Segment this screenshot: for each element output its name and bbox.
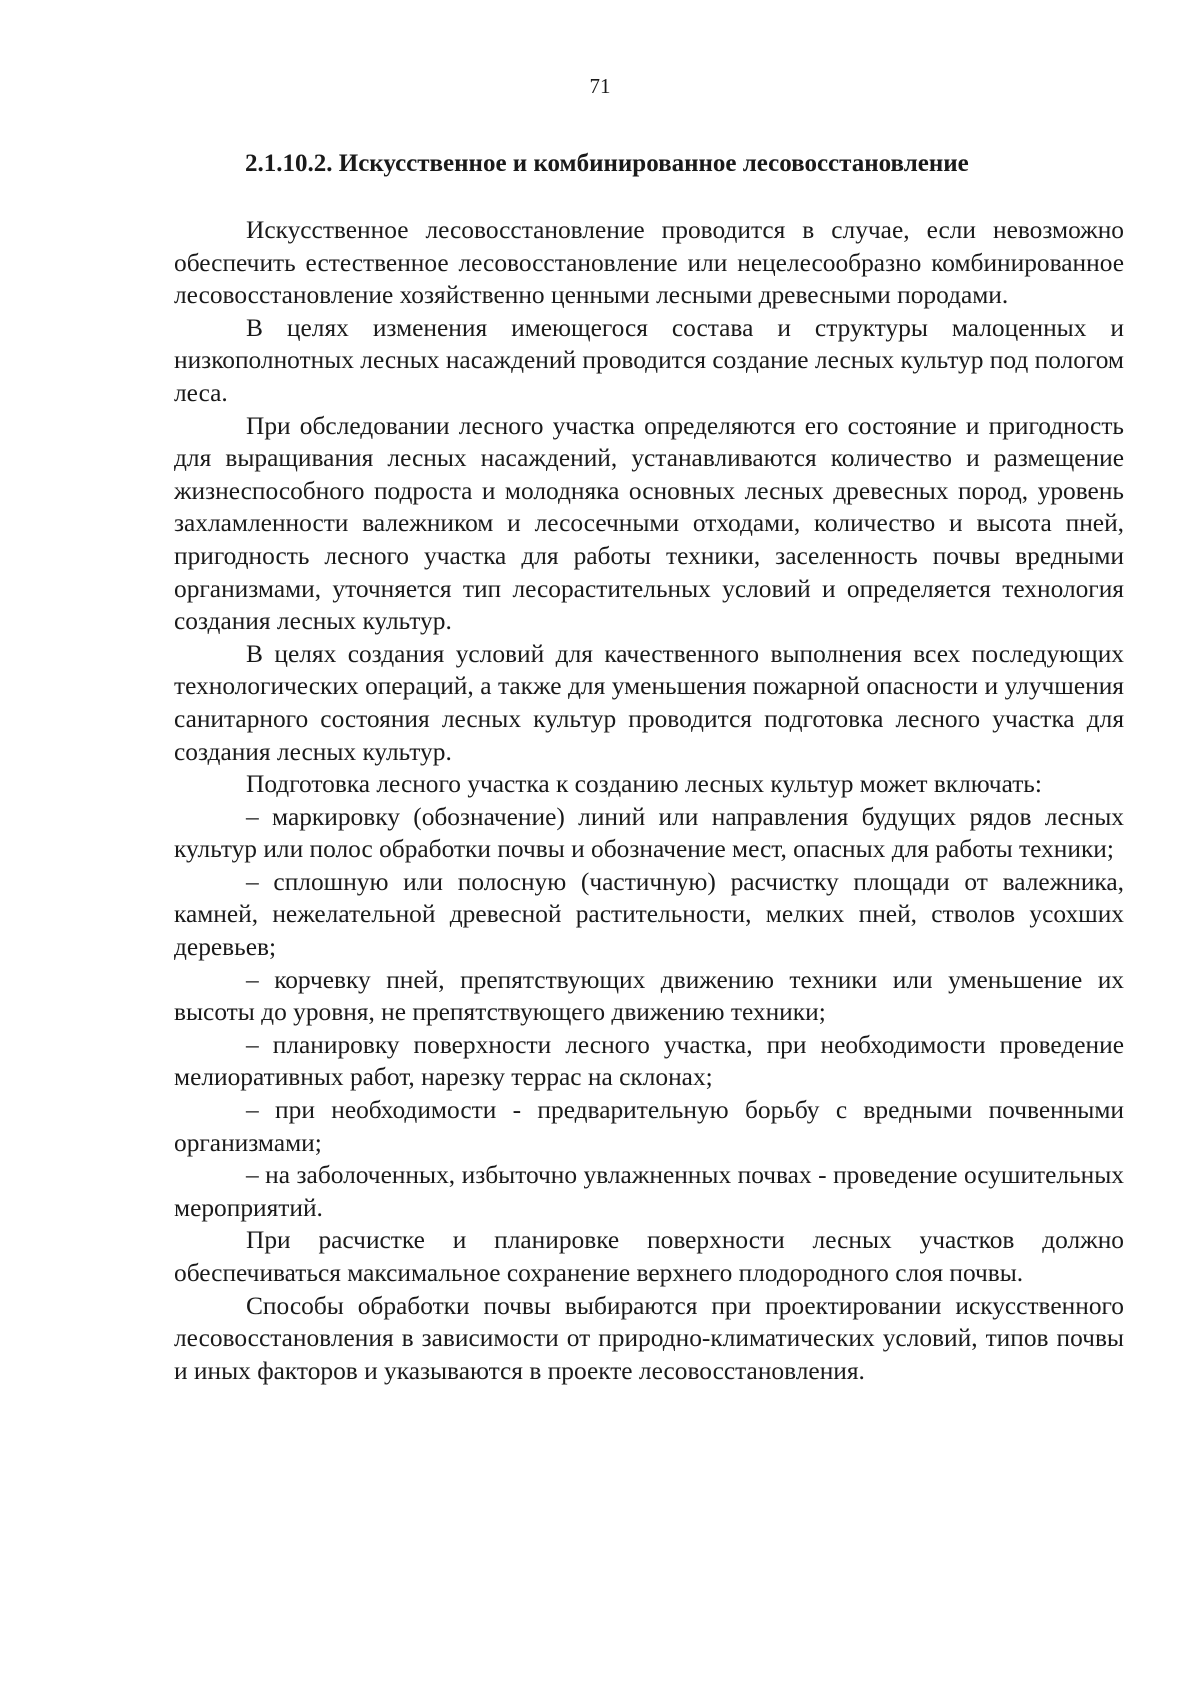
section-heading: 2.1.10.2. Искусственное и комбинированное лесовосстановление — [245, 150, 969, 177]
paragraph: Искусственное лесовосстановление проводится в случае, если невозможно обеспечить естественное лесовосстановление или нецелесообразно комбинированное лесовосстановление хозяйственно ценными лесными древесными породами. — [174, 216, 1124, 310]
paragraph: Способы обработки почвы выбираются при проектировании искусственного лесовосстановления в зависимости от природно-климатических условий, типов почвы и иных факторов и указываются в проекте лесовосстановления. — [174, 1291, 1124, 1385]
page-number: 71 — [589, 74, 611, 98]
list-item: – планировку поверхности лесного участка, при необходимости проведение мелиоративных работ, нарезку террас на склонах; — [174, 1030, 1124, 1092]
paragraph: При обследовании лесного участка определяются его состояние и пригодность для выращивания лесных насаждений, устанавливаются количество и размещение жизнеспособного подроста и молодняка основных лесных древесных пород, уровень захламленности валежником и лесосечными отходами, количество и высота пней, пригодность лесного участка для работы техники, заселенность почвы вредными организмами, уточняется тип лесорастительных условий и определяется технология создания лесных культур. — [174, 411, 1124, 636]
list-item: – на заболоченных, избыточно увлажненных почвах - проведение осушительных мероприятий. — [174, 1161, 1124, 1222]
document-body — [174, 214, 1124, 1387]
list-item: – при необходимости - предварительную борьбу с вредными почвенными организмами; — [174, 1096, 1124, 1157]
paragraph: В целях создания условий для качественного выполнения всех последующих технологических операций, а также для уменьшения пожарной опасности и улучшения санитарного состояния лесных культур проводится подготовка лесного участка для создания лесных культур. — [174, 639, 1124, 766]
list-item: – сплошную или полосную (частичную) расчистку площади от валежника, камней, нежелательной древесной растительности, мелких пней, стволов усохших деревьев; — [174, 867, 1124, 962]
list-item: – маркировку (обозначение) линий или направления будущих рядов лесных культур или полос обработки почвы и обозначение мест, опасных для работы техники; — [174, 802, 1124, 864]
paragraph: Подготовка лесного участка к созданию лесных культур может включать: — [246, 770, 1042, 799]
paragraph: При расчистке и планировке поверхности лесных участков должно обеспечиваться максимальное сохранение верхнего плодородного слоя почвы. — [174, 1226, 1124, 1287]
list-item: – корчевку пней, препятствующих движению техники или уменьшение их высоты до уровня, не препятствующего движению техники; — [174, 965, 1124, 1027]
paragraph: В целях изменения имеющегося состава и структуры малоценных и низкополнотных лесных насаждений проводится создание лесных культур под пологом леса. — [174, 313, 1124, 407]
